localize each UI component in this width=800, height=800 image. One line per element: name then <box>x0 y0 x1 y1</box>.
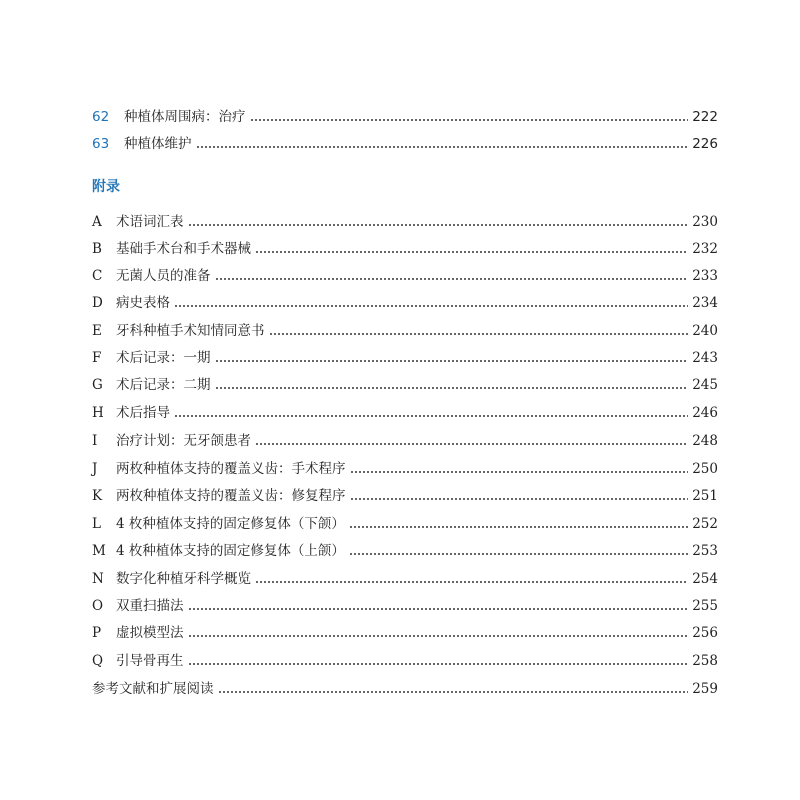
appendix-title: 术后记录：二期 <box>116 377 211 393</box>
leader-dots <box>255 568 688 590</box>
leader-dots <box>349 513 688 535</box>
page-number: 251 <box>692 488 718 504</box>
appendix-title: 无菌人员的准备 <box>116 268 211 284</box>
appendix-letter: G <box>92 377 103 393</box>
page-number: 259 <box>692 681 718 697</box>
leader-dots <box>196 133 689 155</box>
appendix-title: 双重扫描法 <box>116 598 184 614</box>
appendix-letter: L <box>92 516 101 532</box>
appendix-letter: I <box>92 433 98 449</box>
chapter-title: 种植体周围病：治疗 <box>124 109 246 125</box>
appendix-row[interactable] <box>92 513 718 535</box>
appendix-title: 术后记录：一期 <box>116 350 211 366</box>
page-number: 258 <box>692 653 718 669</box>
page-number: 252 <box>692 516 718 532</box>
leader-dots <box>255 430 688 452</box>
page-number: 256 <box>692 625 718 641</box>
leader-dots <box>218 678 689 700</box>
leader-dots <box>269 320 689 342</box>
leader-dots <box>215 374 689 396</box>
appendix-title: 治疗计划：无牙颌患者 <box>116 433 251 449</box>
appendix-letter: D <box>92 295 103 311</box>
appendix-row[interactable] <box>92 430 718 452</box>
appendix-letter: N <box>92 571 104 587</box>
appendix-letter: Q <box>92 653 104 669</box>
appendix-row[interactable] <box>92 347 718 369</box>
appendix-letter: H <box>92 405 104 421</box>
appendix-title: 病史表格 <box>116 295 170 311</box>
appendix-letter: A <box>92 214 102 230</box>
page-number: 250 <box>692 461 718 477</box>
leader-dots <box>174 292 688 314</box>
page-number: 230 <box>692 214 718 230</box>
references-row[interactable] <box>92 678 718 700</box>
appendix-row[interactable] <box>92 320 718 342</box>
page-number: 234 <box>692 295 718 311</box>
appendix-letter: B <box>92 241 102 257</box>
leader-dots <box>174 402 688 424</box>
page-number: 245 <box>692 377 718 393</box>
appendix-row[interactable] <box>92 238 718 260</box>
appendix-row[interactable] <box>92 540 718 562</box>
leader-dots <box>350 485 689 507</box>
appendix-title: 基础手术台和手术器械 <box>116 241 251 257</box>
appendix-row[interactable] <box>92 211 718 233</box>
appendix-row[interactable] <box>92 568 718 590</box>
page-number: 253 <box>692 543 718 559</box>
chapter-number: 62 <box>92 109 110 125</box>
chapter-number: 63 <box>92 136 110 152</box>
leader-dots <box>188 650 689 672</box>
page-number: 246 <box>692 405 718 421</box>
appendix-letter: J <box>92 461 98 477</box>
toc-chapter-row[interactable] <box>92 133 718 155</box>
appendix-title: 数字化种植牙科学概览 <box>116 571 251 587</box>
leader-dots <box>215 265 689 287</box>
appendix-title: 两枚种植体支持的覆盖义齿：手术程序 <box>116 461 346 477</box>
appendix-row[interactable] <box>92 650 718 672</box>
appendix-letter: P <box>92 625 102 641</box>
appendix-letter: O <box>92 598 104 614</box>
page-number: 240 <box>692 323 718 339</box>
appendix-title: 4 枚种植体支持的固定修复体（上颌） <box>116 543 345 559</box>
page-number: 243 <box>692 350 718 366</box>
appendix-row[interactable] <box>92 402 718 424</box>
appendix-row[interactable] <box>92 292 718 314</box>
leader-dots <box>215 347 689 369</box>
page-number: 222 <box>692 109 718 125</box>
leader-dots <box>349 540 688 562</box>
appendix-row[interactable] <box>92 595 718 617</box>
appendix-letter: M <box>92 543 106 559</box>
appendix-title: 牙科种植手术知情同意书 <box>116 323 265 339</box>
appendix-row[interactable] <box>92 374 718 396</box>
page-number: 232 <box>692 241 718 257</box>
appendix-title: 术语词汇表 <box>116 214 184 230</box>
appendix-title: 引导骨再生 <box>116 653 184 669</box>
leader-dots <box>188 622 689 644</box>
appendix-row[interactable] <box>92 622 718 644</box>
appendix-letter: E <box>92 323 102 339</box>
page-number: 233 <box>692 268 718 284</box>
leader-dots <box>255 238 688 260</box>
appendix-title: 虚拟模型法 <box>116 625 184 641</box>
leader-dots <box>250 106 689 128</box>
page-number: 248 <box>692 433 718 449</box>
appendix-letter: K <box>92 488 103 504</box>
page-number: 255 <box>692 598 718 614</box>
appendix-letter: C <box>92 268 103 284</box>
chapter-title: 种植体维护 <box>124 136 192 152</box>
appendix-title: 4 枚种植体支持的固定修复体（下颌） <box>116 516 345 532</box>
appendix-title: 两枚种植体支持的覆盖义齿：修复程序 <box>116 488 346 504</box>
appendix-row[interactable] <box>92 485 718 507</box>
appendix-heading: 附录 <box>92 179 120 195</box>
references-title: 参考文献和扩展阅读 <box>92 681 214 697</box>
toc-chapter-row[interactable] <box>92 106 718 128</box>
appendix-row[interactable] <box>92 458 718 480</box>
leader-dots <box>188 595 689 617</box>
appendix-row[interactable] <box>92 265 718 287</box>
appendix-letter: F <box>92 350 102 366</box>
appendix-title: 术后指导 <box>116 405 170 421</box>
leader-dots <box>350 458 689 480</box>
page-number: 254 <box>692 571 718 587</box>
leader-dots <box>188 211 689 233</box>
page-number: 226 <box>692 136 718 152</box>
